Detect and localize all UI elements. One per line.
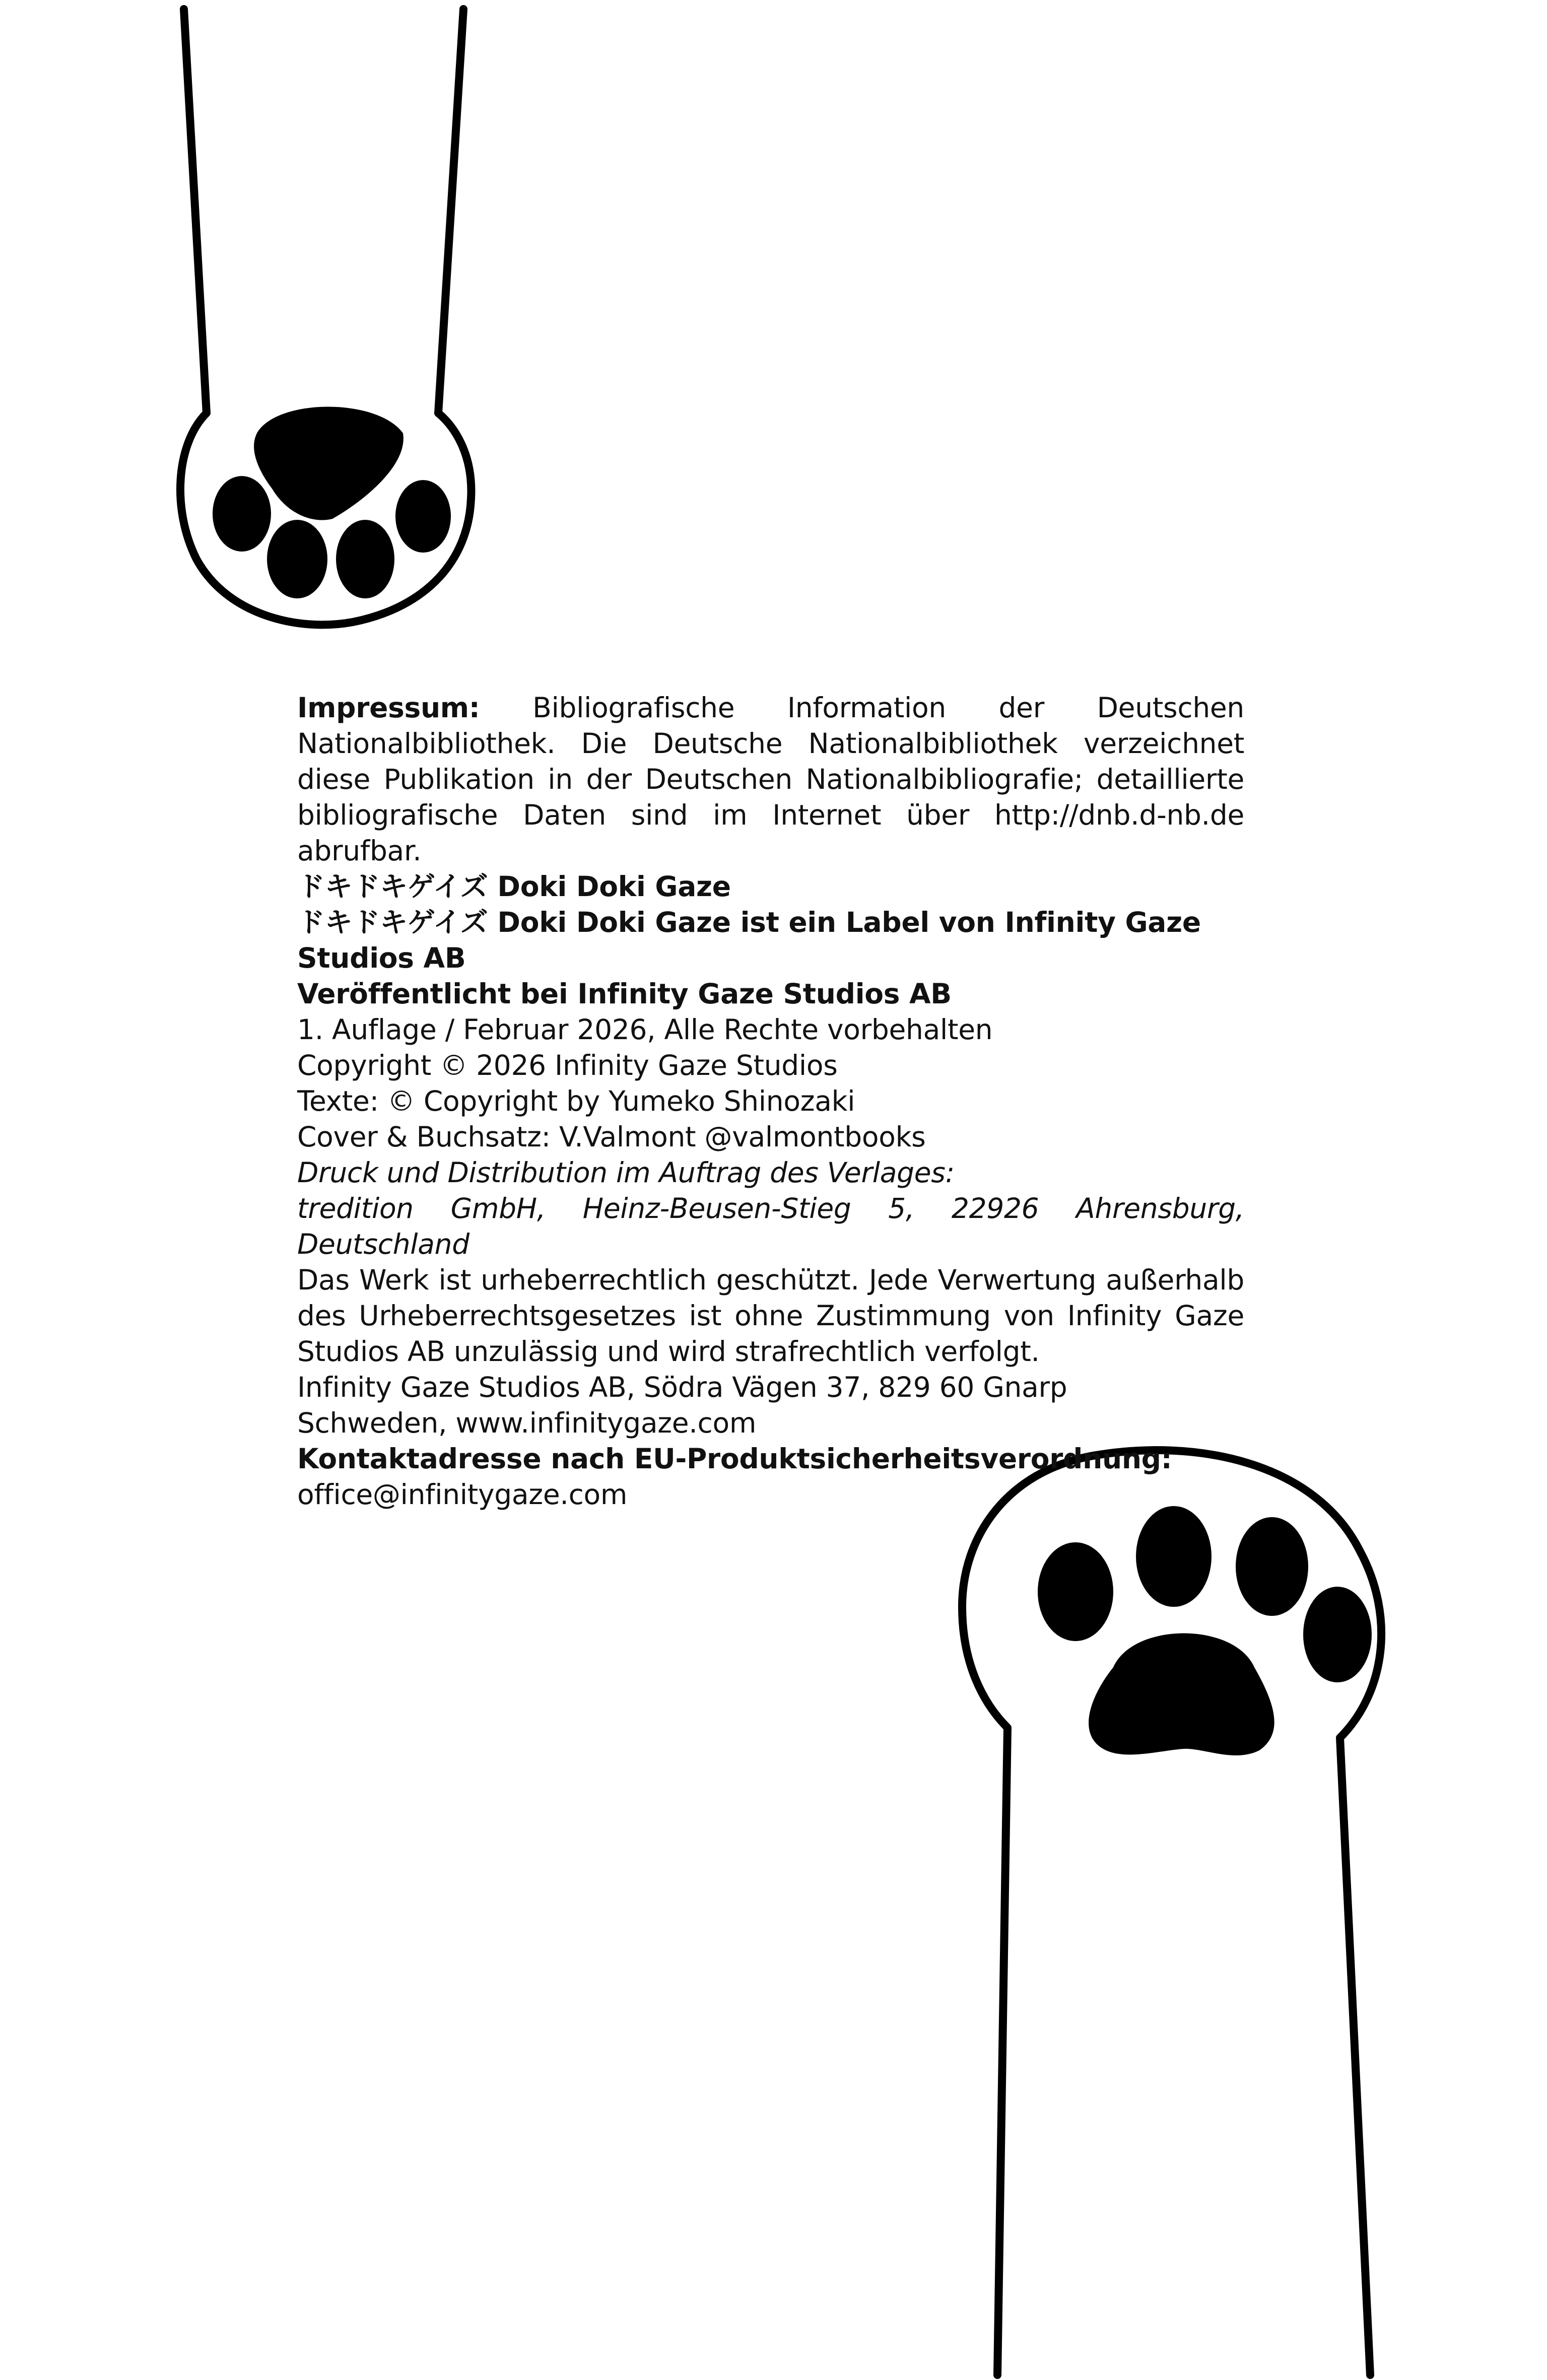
published-by: Veröffentlicht bei Infinity Gaze Studios AB [297,978,952,1010]
edition-line: 1. Auflage / Februar 2026, Alle Rechte vorbehalten [297,1013,993,1046]
cat-paw-bottom-icon [952,1441,1395,2380]
address-line-2: Schweden, www.infinitygaze.com [297,1407,757,1439]
biblio-paragraph [297,690,1244,869]
print-heading: Druck und Distribution im Auftrag des Verlages: [297,1157,955,1189]
copyright-line: Copyright © 2026 Infinity Gaze Studios [297,1049,838,1081]
cover-credit: Cover & Buchsatz: V.Valmont @valmontbooks [297,1121,926,1153]
texts-credit: Texte: © Copyright by Yumeko Shinozaki [297,1085,855,1117]
legal-notice: Das Werk ist urheberrechtlich geschützt. Jede Verwertung außerhalb des Urheberrechtsgesetzes ist ohne Zustimmung von Infinity Gaze Studios AB unzulässig und wird strafrechtlich verfolgt. [297,1264,1244,1368]
label-statement: ドキドキゲイズ Doki Doki Gaze ist ein Label von Infinity Gaze Studios AB [297,906,1201,974]
contact-email: office@infinitygaze.com [297,1478,628,1511]
imprint-block [297,690,1244,1513]
imprint-heading: Impressum: [297,692,480,724]
label-name: ドキドキゲイズ Doki Doki Gaze [297,870,731,903]
print-address: tredition GmbH, Heinz-Beusen-Stieg 5, 22926 Ahrensburg, Deutschland [297,1192,1244,1260]
biblio-text: Bibliografische Information der Deutschen Nationalbibliothek. Die Deutsche Nationalbibliothek verzeichnet diese Publikation in der Deutschen Nationalbibliografie; detaillierte bibliografische Daten sind im Internet über http://dnb.d-nb.de abrufbar. [297,692,1244,867]
address-line-1: Infinity Gaze Studios AB, Södra Vägen 37, 829 60 Gnarp [297,1371,1067,1403]
cat-paw-top-icon [166,0,489,640]
contact-heading: Kontaktadresse nach EU-Produktsicherheitsverordnung: [297,1443,1172,1475]
